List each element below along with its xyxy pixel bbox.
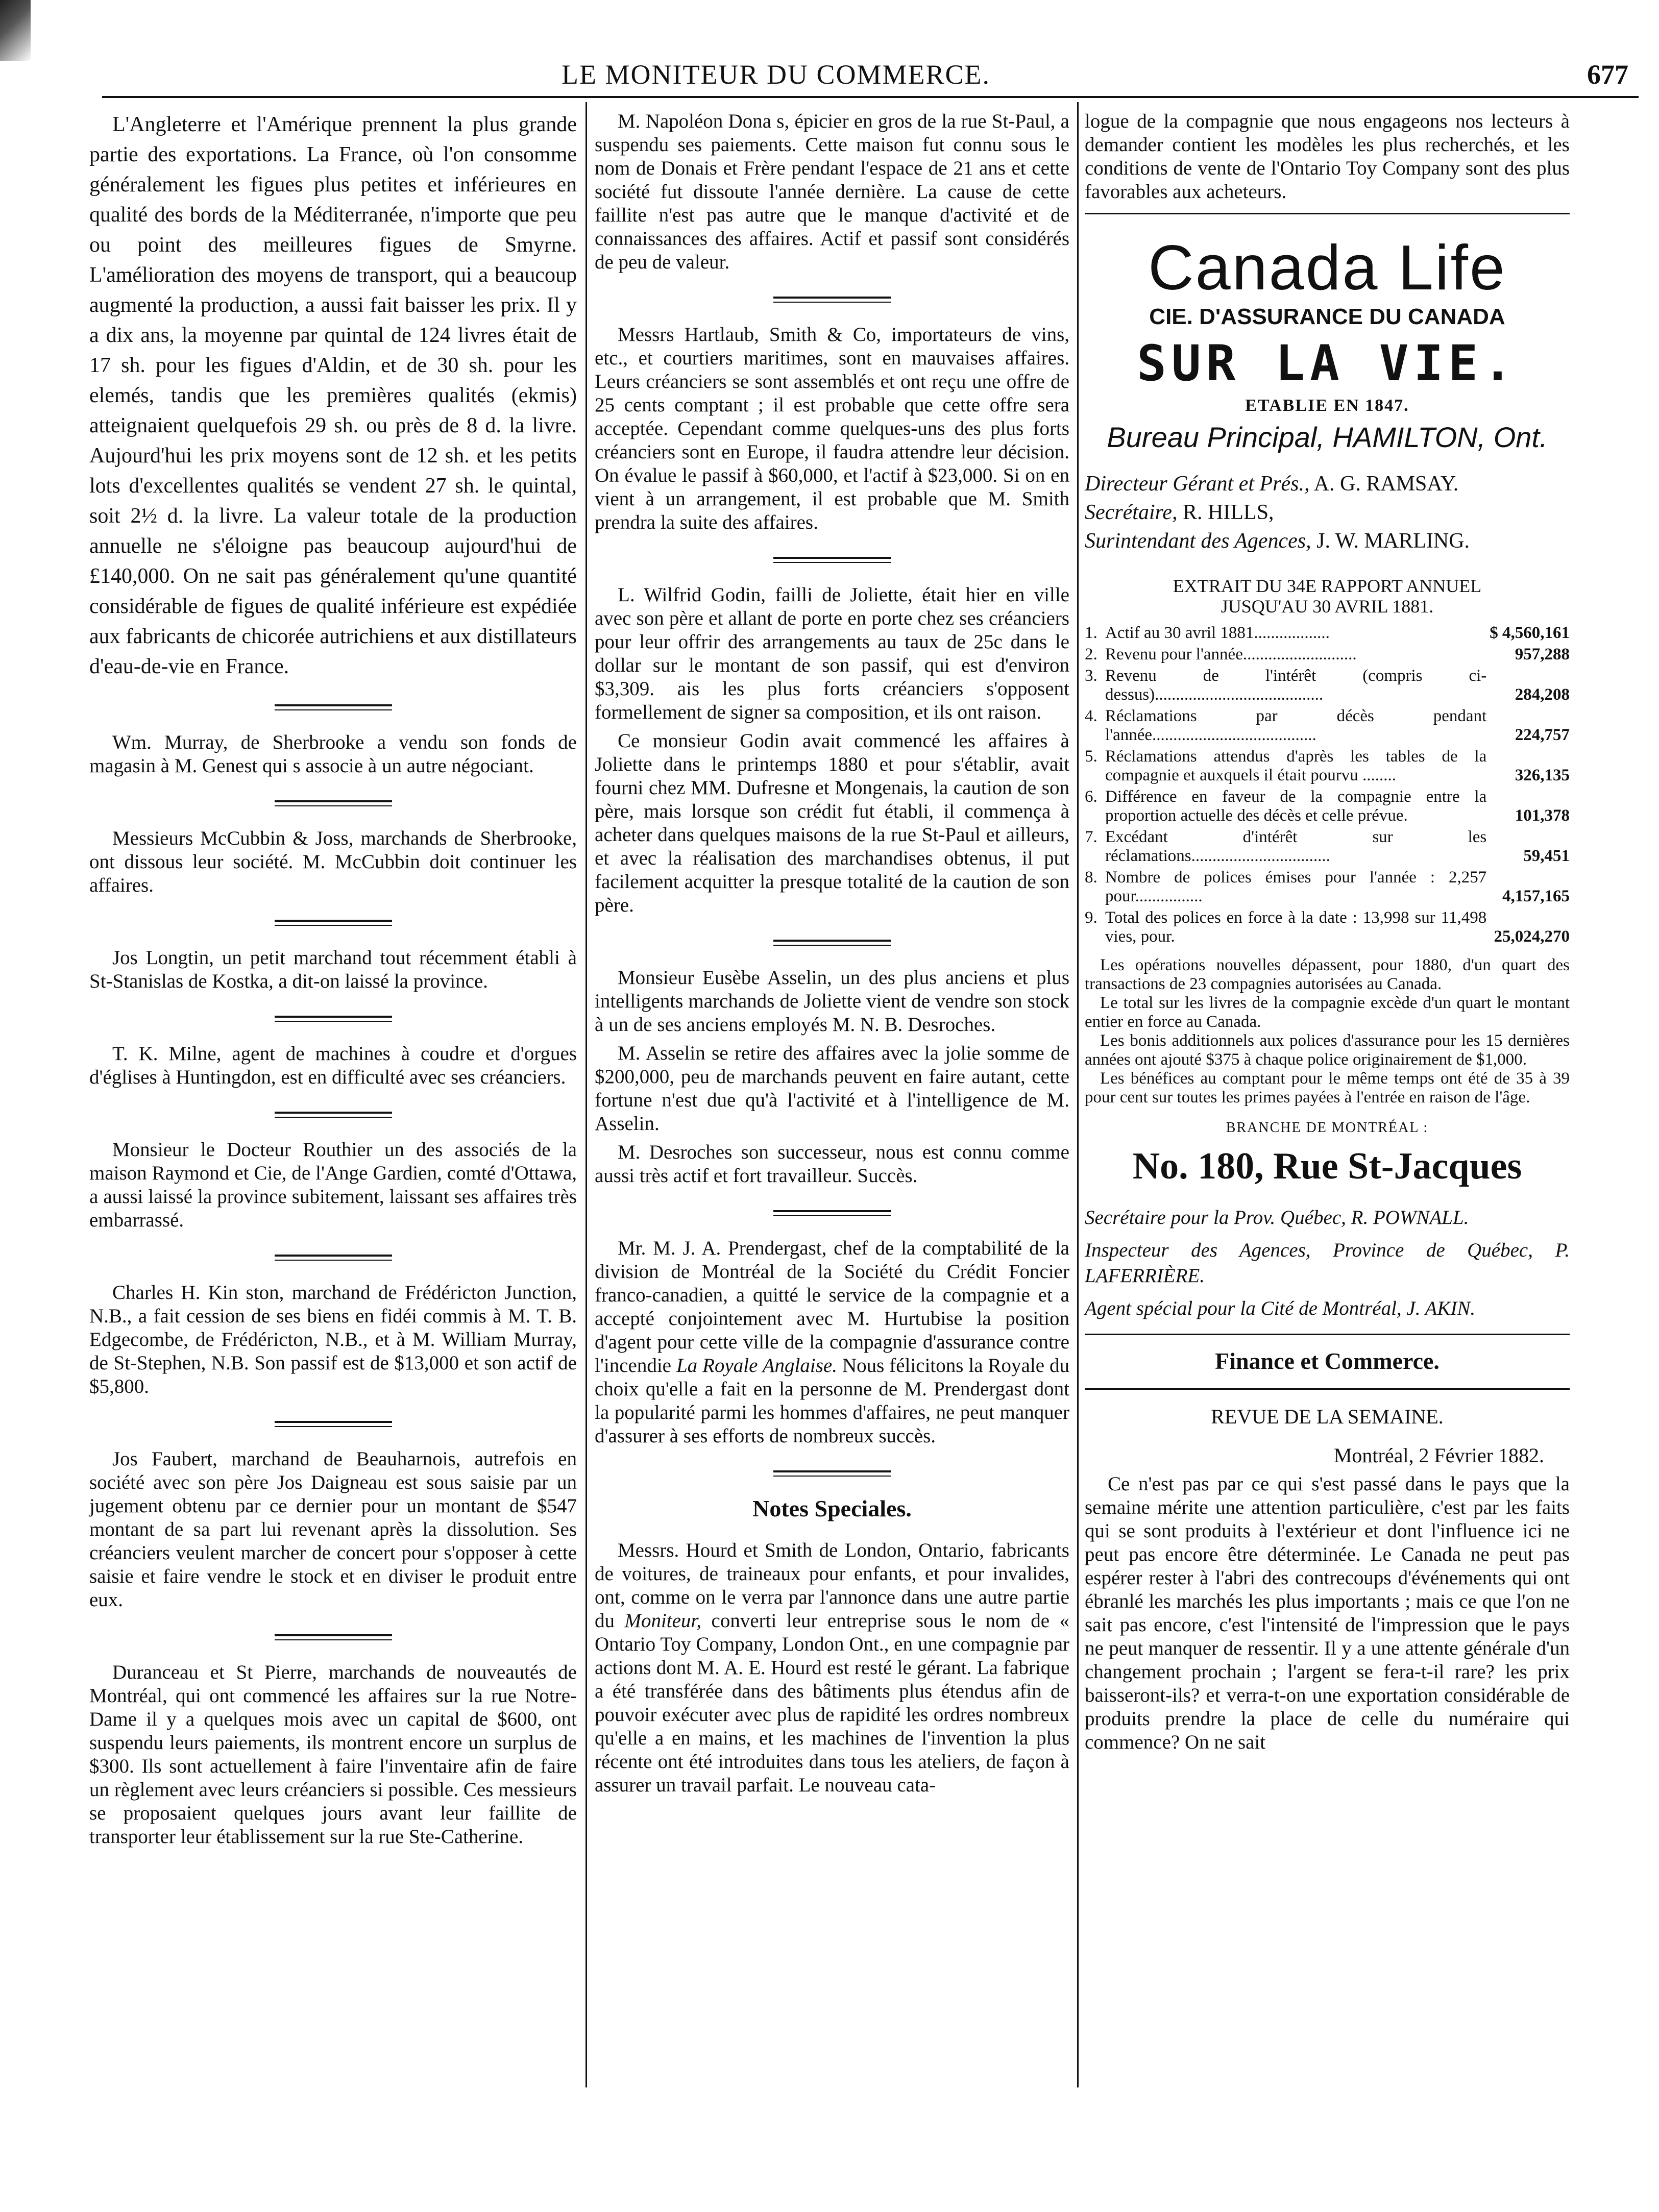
dateline: Montréal, 2 Février 1882.: [1333, 1444, 1544, 1467]
news-item: M. Napoléon Dona s, épicier en gros de la rue St-Paul, a suspendu ses paiements. Cette maison fut connu sous le nom de Donais et Frère pendant l'espace de 21 ans et cette société fut dissoute l'année dernière. La cause de cette faillite n'est pas autre que le manque d'activité et de connaissances des affaires. Actif et passif sont considérés de peu de valeur.: [595, 110, 1069, 273]
branch-label: BRANCHE DE MONTRÉAL :: [1226, 1120, 1429, 1136]
staff-name: R. HILLS,: [1183, 501, 1274, 524]
report-note: Les opérations nouvelles dépassent, pour 1880, d'un quart des transactions de 23 compagnies autorisées au Canada.: [1085, 956, 1570, 993]
ad-title: Canada Life: [1148, 233, 1506, 303]
row-label: Actif au 30 avril 1881..................: [1105, 624, 1330, 642]
staff-role: Secrétaire,: [1085, 501, 1178, 524]
staff-line: [1085, 527, 1570, 555]
row-label: Différence en faveur de la compagnie entre la proportion actuelle des décès et celle prévue.: [1105, 788, 1487, 825]
figs-article: L'Angleterre et l'Amérique prennent la plus grande partie des exportations. La France, où l'on consomme généralement les figues plus petites et inférieures en qualité des bords de la Méditerranée, n'importe que peu ou point des meilleures figues de Smyrne. L'amélioration des moyens de transport, qui a beaucoup augmenté la production, a aussi fait baisser les prix. Il y a dix ans, la moyenne par quintal de 124 livres était de 17 sh. pour les figues d'Aldin, et de 30 sh. pour les elemés, tandis que les premières qualités (ekmis) atteignaient quelquefois 29 sh. ou près de 8 d. la livre. Aujourd'hui les prix moyens sont de 12 sh. et les petits lots d'excellentes qualités se vendent 27 sh. le quintal, soit 2½ d. la livre. La valeur totale de la production annuelle ne s'éloigne pas beaucoup aujourd'hui de £140,000. On ne sait pas généralement qu'une quantité considérable de figues de qualité inférieure est expédiée aux fabricants de chicorée autrichiens et aux distillateurs d'eau-de-vie en France.: [89, 113, 577, 678]
report-heading-line2: JUSQU'AU 30 AVRIL 1881.: [1221, 596, 1434, 617]
canada-life-ad: [1085, 235, 1570, 1321]
news-item: Jos Longtin, un petit marchand tout récemment établi à St-Stanislas de Kostka, a dit-on laissé la province.: [89, 947, 577, 992]
separator: [773, 940, 891, 946]
prendergast-company: La Royale Anglaise.: [676, 1355, 837, 1377]
news-item: L. Wilfrid Godin, failli de Joliette, était hier en ville avec son père et allant de porte en porte chez ses créanciers pour leur offrir des arrangements au taux de 25c dans le dollar sur le montant de son passif, qui est d'environ $3,309. ais les plus forts créanciers s'opposent formellement de signer sa composition, et ils ont raison.: [595, 584, 1069, 723]
notes-speciales-heading: Notes Speciales.: [752, 1495, 912, 1521]
report-row: [1085, 747, 1570, 788]
row-label: Nombre de polices émises pour l'année : 2,257 pour................: [1105, 868, 1487, 905]
report-table: [1085, 624, 1570, 949]
report-heading: [1085, 576, 1570, 617]
branch-address: No. 180, Rue St-Jacques: [1132, 1145, 1522, 1187]
report-row: [1085, 908, 1570, 949]
separator: [275, 1016, 392, 1022]
row-number: 1.: [1085, 624, 1097, 642]
prendergast-text-b: Nous félicitons la Royale du choix qu'elle a fait en la personne de M. Prendergast dont la popularité parmi les hommes d'affaires, ne peut manquer d'assurer à ses efforts de nombreux succès.: [595, 1355, 1070, 1447]
separator: [773, 1210, 891, 1216]
row-number: 2.: [1085, 645, 1097, 663]
news-item: Monsieur le Docteur Routhier un des associés de la maison Raymond et Cie, de l'Ange Gardien, comté d'Ottawa, a aussi laissé la province subitement, laissant ses affaires très embarrassé.: [89, 1139, 577, 1231]
report-note: Les bonis additionnels aux polices d'assurance pour les 15 dernières années ont ajouté $375 à chaque police originairement de $1,000.: [1085, 1031, 1570, 1069]
row-number: 6.: [1085, 788, 1097, 806]
row-value: 326,135: [1515, 766, 1570, 784]
revue-heading: REVUE DE LA SEMAINE.: [1211, 1405, 1444, 1428]
row-value: 284,208: [1515, 685, 1570, 704]
row-number: 5.: [1085, 747, 1097, 766]
report-row: [1085, 707, 1570, 747]
report-notes: [1085, 956, 1570, 1107]
news-item: M. Desroches son successeur, nous est connu comme aussi très actif et fort travailleur. Succès.: [595, 1141, 1069, 1187]
branch-contacts: [1085, 1205, 1570, 1321]
column-3: [1085, 110, 1570, 1759]
row-label: Réclamations par décès pendant l'année.......................................: [1105, 707, 1487, 744]
separator: [275, 920, 392, 926]
separator: [773, 557, 891, 563]
row-label: Total des polices en force à la date : 13,998 sur 11,498 vies, pour.: [1105, 908, 1487, 946]
staff-line: [1085, 498, 1570, 527]
notes-item: [595, 1539, 1069, 1797]
page-number: 677: [1587, 59, 1628, 90]
row-label: Revenu pour l'année...........................: [1105, 645, 1357, 663]
row-label: Excédant d'intérêt sur les réclamations.................................: [1105, 828, 1487, 865]
newspaper-title: LE MONITEUR DU COMMERCE.: [562, 59, 990, 90]
column-divider-2: [1077, 102, 1079, 2087]
ad-head-office: Bureau Principal, HAMILTON, Ont.: [1107, 421, 1548, 453]
section-rule: [1085, 1334, 1570, 1335]
separator: [275, 704, 392, 710]
column-divider-1: [585, 102, 587, 2087]
report-note: Les bénéfices au comptant pour le même temps ont été de 35 à 39 pour cent sur toutes les primes payées à l'entrée en raison de l'âge.: [1085, 1069, 1570, 1107]
row-value: $ 4,560,161: [1490, 624, 1570, 642]
news-item: Ce monsieur Godin avait commencé les affaires à Joliette dans le printemps 1880 et pour s'établir, avait fourni chez MM. Dufresne et Mongenais, la caution de son père, mais lorsque son crédit fut établi, il commença à acheter dans quelques maisons de la rue St-Paul et ailleurs, et avec la réalisation des marchandises obtenus, il put facilement acquitter la presque totalité de la caution de son père.: [595, 730, 1069, 916]
ad-staff: [1085, 470, 1570, 555]
row-number: 9.: [1085, 908, 1097, 927]
separator: [275, 1112, 392, 1118]
page-header: [0, 0, 1659, 97]
notes-text-a: Messrs. Hourd et Smith de London, Ontario, fabricants de voitures, de traineaux pour enfants, et pour invalides, ont, comme on le verra par l'annonce dans une autre partie du: [595, 1539, 1069, 1632]
row-value: 59,451: [1523, 847, 1570, 865]
report-row: [1085, 868, 1570, 908]
news-item: Charles H. Kin ston, marchand de Frédéricton Junction, N.B., a fait cession de ses biens en fidéi commis à M. T. B. Edgecombe, de Frédéricton, N.B., et à M. William Murray, de St-Stephen, N.B. Son passif est de $13,000 et son actif de $5,800.: [89, 1282, 577, 1397]
notes-moniteur: Moniteur,: [624, 1610, 702, 1632]
news-item: M. Asselin se retire des affaires avec la jolie somme de $200,000, peu de marchands peuvent en faire autant, cette fortune n'est due qu'à l'activité et à l'intelligence de M. Asselin.: [595, 1042, 1069, 1135]
staff-name: J. W. MARLING.: [1316, 529, 1470, 553]
staff-role: Surintendant des Agences,: [1085, 529, 1311, 553]
row-number: 8.: [1085, 868, 1097, 887]
ad-established: ETABLIE EN 1847.: [1245, 396, 1409, 415]
separator: [773, 1470, 891, 1477]
row-number: 7.: [1085, 828, 1097, 846]
row-value: 25,024,270: [1494, 927, 1570, 946]
report-row: [1085, 788, 1570, 828]
news-item: Monsieur Eusèbe Asselin, un des plus anciens et plus intelligents marchands de Joliette vient de vendre son stock à un de ses anciens employés M. N. B. Desroches.: [595, 967, 1069, 1036]
news-item: Duranceau et St Pierre, marchands de nouveautés de Montréal, qui ont commencé les affaires sur la rue Notre-Dame il y a quelques mois avec un capital de $600, ont suspendu leurs paiements, ils montrent encore un surplus de $300. Ils sont actuellement à faire l'inventaire afin de faire un règlement avec leurs créanciers si possible. Ces messieurs se proposaient quelques jours avant leur faillite de transporter leur établissement sur la rue Ste-Catherine.: [89, 1661, 577, 1848]
ad-subtitle: CIE. D'ASSURANCE DU CANADA: [1149, 304, 1505, 329]
report-row: [1085, 624, 1570, 645]
news-item: [595, 1237, 1069, 1448]
news-item: Messieurs McCubbin & Joss, marchands de Sherbrooke, ont dissous leur société. M. McCubbin doit continuer les affaires.: [89, 827, 577, 896]
separator: [275, 1255, 392, 1261]
separator: [275, 800, 392, 806]
contact-line: Agent spécial pour la Cité de Montréal, J. AKIN.: [1085, 1297, 1476, 1319]
staff-line: [1085, 470, 1570, 498]
report-row: [1085, 645, 1570, 667]
column-1: [89, 110, 577, 1854]
ad-sur-la-vie: SUR LA VIE.: [1137, 335, 1518, 392]
row-value: 101,378: [1515, 806, 1570, 825]
row-value: 4,157,165: [1502, 887, 1570, 905]
news-item: Jos Faubert, marchand de Beauharnois, autrefois en société avec son père Jos Daigneau est sous saisie par un jugement obtenu par ce dernier pour un montant de $547 montant de sa part lui revenant après la dissolution. Ses créanciers veulent marcher de concert pour s'opposer à cette saisie et faire vendre le stock et en diviser le produit entre eux.: [89, 1448, 577, 1611]
separator: [773, 297, 891, 303]
row-value: 224,757: [1515, 726, 1570, 744]
report-heading-line1: EXTRAIT DU 34E RAPPORT ANNUEL: [1173, 576, 1482, 596]
row-value: 957,288: [1515, 645, 1570, 663]
row-label: Revenu de l'intérêt (compris ci-dessus)........................................: [1105, 667, 1487, 704]
staff-name: A. G. RAMSAY.: [1313, 472, 1459, 496]
staff-role: Directeur Gérant et Prés.,: [1085, 472, 1310, 496]
contact-line: Secrétaire pour la Prov. Québec, R. POWNALL.: [1085, 1207, 1469, 1228]
news-item: Wm. Murray, de Sherbrooke a vendu son fonds de magasin à M. Genest qui s associe à un autre négociant.: [89, 731, 577, 777]
notes-text-b: converti leur entreprise sous le nom de « Ontario Toy Company, London Ont., en une compagnie par actions dont M. A. E. Hourd est resté le gérant. La fabrique a été transférée dans des bâtiments plus étendus afin de pouvoir exécuter avec plus de rapidité les ordres nombreux qu'elle a en mains, et les machines de l'invention la plus récente ont été introduites dans tous les ateliers, de façon à assurer un travail parfait. Le nouveau cata-: [595, 1610, 1070, 1796]
column-2: [595, 110, 1069, 1802]
header-rule: [102, 96, 1639, 98]
contact-line: Inspecteur des Agences, Province de Québec, P. LAFERRIÈRE.: [1085, 1239, 1570, 1287]
separator: [275, 1421, 392, 1427]
notes-continuation: logue de la compagnie que nous engageons nos lecteurs à demander contient les modèles les plus recherchés, et les conditions de vente de l'Ontario Toy Company sont des plus favorables aux acheteurs.: [1085, 110, 1570, 203]
section-rule: [1085, 1388, 1570, 1390]
prendergast-text-a: Mr. M. J. A. Prendergast, chef de la comptabilité de la division de Montréal de la Société du Crédit Foncier franco-canadien, a quitté le service de la compagnie et a accepté conjointement avec M. Hurtubise la position d'agent pour cette ville de la compagnie d'assurance contre l'incendie: [595, 1237, 1069, 1377]
finance-body: Ce n'est pas par ce qui s'est passé dans le pays que la semaine mérite une attention particulière, c'est par les faits qui se sont produits à l'extérieur et dont l'influence ici ne peut pas encore être déterminée. Le Canada ne peut pas espérer rester à l'abri des contrecoups d'événements qui ont ébranlé les marchés les plus importants ; mais ce que l'on ne sait pas encore, c'est l'intensité de l'impression que le pays ne peut manquer de ressentir. Il y a une attente générale d'un changement prochain ; l'argent se fera-t-il rare? les prix baisseront-ils? et verra-t-on une exportation considérable de produits prendre la place de celle du numéraire qui commence? On ne sait: [1085, 1473, 1570, 1753]
report-note: Le total sur les livres de la compagnie excède d'un quart le montant entier en force au Canada.: [1085, 994, 1570, 1031]
news-item: T. K. Milne, agent de machines à coudre et d'orgues d'églises à Huntingdon, est en difficulté avec ses créanciers.: [89, 1043, 577, 1088]
row-number: 4.: [1085, 707, 1097, 725]
ad-top-rule: [1085, 213, 1570, 214]
row-number: 3.: [1085, 667, 1097, 685]
finance-section-title: Finance et Commerce.: [1215, 1348, 1440, 1374]
report-row: [1085, 667, 1570, 707]
row-label: Réclamations attendus d'après les tables de la compagnie et auxquels il était pourvu ........: [1105, 747, 1487, 784]
separator: [275, 1634, 392, 1640]
report-row: [1085, 828, 1570, 868]
news-item: Messrs Hartlaub, Smith & Co, importateurs de vins, etc., et courtiers maritimes, sont en mauvaises affaires. Leurs créanciers se sont assemblés et ont reçu une offre de 25 cents comptant ; il est probable que cette offre sera acceptée. Cependant comme quelques-uns des plus forts créanciers sont en Europe, il faudra attendre leur décision. On évalue le passif à $60,000, et l'actif à $23,000. Si on en vient à un arrangement, il est probable que M. Smith prendra la suite des affaires.: [595, 324, 1069, 533]
